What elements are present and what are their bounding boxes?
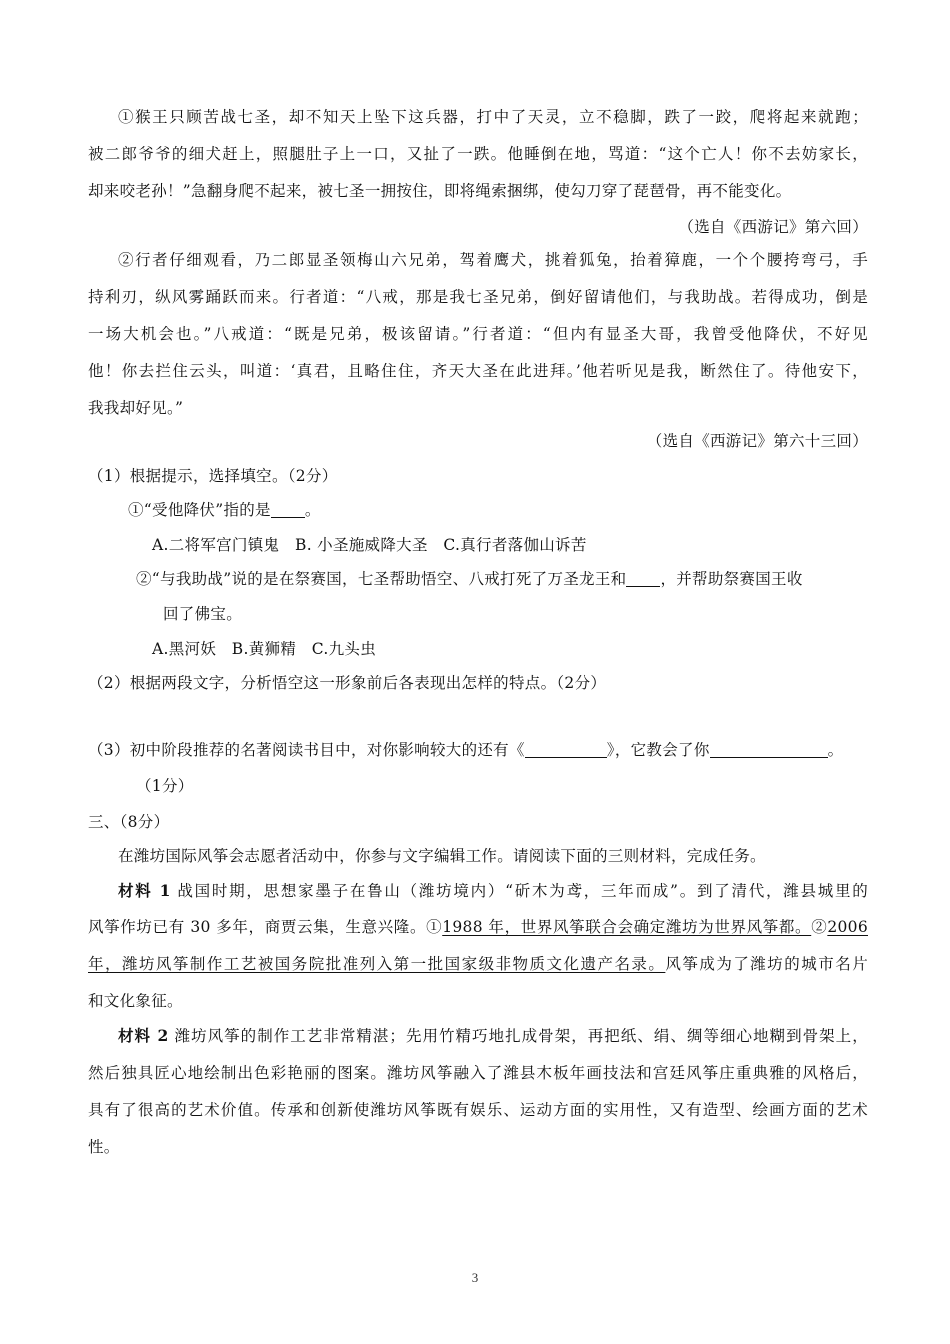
question-1b-suffix: ，并帮助祭赛国王收 bbox=[660, 570, 803, 588]
material-1-line-2 bbox=[88, 917, 868, 937]
question-3 bbox=[88, 740, 878, 760]
question-1b-options: A.黑河妖 B.黄狮精 C.九头虫 bbox=[152, 640, 377, 658]
question-1a-blank[interactable] bbox=[271, 501, 305, 518]
passage1-line-2: 被二郎爷爷的细犬赶上，照腿肚子上一口，又扯了一跌。他睡倒在地，骂道：“这个亡人！你不去妨家长， bbox=[88, 145, 868, 163]
passage2-source: （选自《西游记》第六十三回） bbox=[646, 432, 868, 450]
passage1-line-1: ①猴王只顾苦战七圣，却不知天上坠下这兵器，打中了天灵，立不稳脚，跌了一跤，爬将起来就跑； bbox=[118, 108, 868, 126]
question-1b-blank[interactable] bbox=[626, 570, 660, 587]
question-1a-prefix: ①“受他降伏”指的是 bbox=[128, 501, 271, 519]
material-2-text-1: 潍坊风筝的制作工艺非常精湛；先用竹精巧地扎成骨架，再把纸、绢、绸等细心地糊到骨架上， bbox=[174, 1027, 869, 1045]
question-1b bbox=[136, 569, 868, 589]
material-2-label: 材料 2 bbox=[118, 1026, 169, 1045]
passage2-line-2: 持利刃，纵风雾踊跃而来。行者道：“八戒，那是我七圣兄弟，倒好留请他们，与我助战。若得成功，倒是 bbox=[88, 288, 868, 306]
passage2-line-1: ②行者仔细观看，乃二郎显圣领梅山六兄弟，驾着鹰犬，挑着狐兔，抬着獐鹿，一个个腰挎弯弓，手 bbox=[118, 251, 868, 269]
material-1-sentence-2-start: 2006 bbox=[827, 918, 868, 936]
question-3-lesson-blank[interactable] bbox=[710, 741, 828, 758]
section-3-intro: 在潍坊国际风筝会志愿者活动中，你参与文字编辑工作。请阅读下面的三则材料，完成任务。 bbox=[118, 847, 766, 865]
passage1-source: （选自《西游记》第六回） bbox=[678, 218, 868, 236]
question-1a-options: A.二将军宫门镇鬼 B. 小圣施威降大圣 C.真行者落伽山诉苦 bbox=[152, 536, 587, 554]
question-2-stem: （2）根据两段文字，分析悟空这一形象前后各表现出怎样的特点。（2分） bbox=[88, 674, 607, 692]
material-1-label: 材料 1 bbox=[118, 881, 171, 900]
question-1-stem: （1）根据提示，选择填空。（2分） bbox=[88, 467, 338, 485]
question-3-prefix: （3）初中阶段推荐的名著阅读书目中，对你影响较大的还有《 bbox=[88, 741, 525, 759]
material-2-line-4: 性。 bbox=[88, 1138, 120, 1156]
passage2-line-5: 我我却好见。” bbox=[88, 399, 184, 417]
question-3-book-blank[interactable] bbox=[525, 741, 607, 758]
page-number: 3 bbox=[471, 1270, 479, 1285]
material-1-text-3: 风筝成为了潍坊的城市名片 bbox=[665, 955, 868, 973]
question-3-score: （1分） bbox=[136, 777, 194, 795]
material-1-marker-2: ② bbox=[811, 918, 828, 936]
question-1b-continuation: 回了佛宝。 bbox=[163, 605, 243, 623]
question-1a-suffix: 。 bbox=[304, 501, 321, 519]
material-1-line-1 bbox=[118, 881, 868, 901]
question-3-middle: 》，它教会了你 bbox=[606, 741, 710, 759]
material-1-text-2: 风筝作坊已有 30 多年，商贾云集，生意兴隆。① bbox=[88, 918, 443, 936]
material-2-line-1 bbox=[118, 1026, 868, 1046]
material-1-sentence-1: 1988 年，世界风筝联合会确定潍坊为世界风筝都。 bbox=[442, 918, 812, 936]
material-2-line-3: 具有了很高的艺术价值。传承和创新使潍坊风筝既有娱乐、运动方面的实用性，又有造型、绘画方面的艺术 bbox=[88, 1101, 868, 1119]
material-1-sentence-2-end: 年，潍坊风筝制作工艺被国务院批准列入第一批国家级非物质文化遗产名录。 bbox=[88, 955, 666, 973]
passage1-line-3: 却来咬老孙！”急翻身爬不起来，被七圣一拥按住，即将绳索捆绑，使勾刀穿了琵琶骨，再不能变化。 bbox=[88, 182, 792, 200]
passage2-line-4: 他！你去拦住云头，叫道：‘真君，且略住住，齐天大圣在此进拜。’他若听见是我，断然住了。待他安下， bbox=[88, 362, 868, 380]
material-1-line-3 bbox=[88, 954, 868, 974]
material-2-line-2: 然后独具匠心地绘制出色彩艳丽的图案。潍坊风筝融入了潍县木板年画技法和宫廷风筝庄重典雅的风格后， bbox=[88, 1064, 868, 1082]
passage2-line-3: 一场大机会也。”八戒道：“既是兄弟，极该留请。”行者道：“但内有显圣大哥，我曾受他降伏，不好见 bbox=[88, 325, 868, 343]
question-1b-prefix: ②“与我助战”说的是在祭赛国，七圣帮助悟空、八戒打死了万圣龙王和 bbox=[136, 570, 627, 588]
question-1a bbox=[128, 500, 828, 520]
material-1-text-1: 战国时期，思想家墨子在鲁山（潍坊境内）“斫木为鸢，三年而成”。到了清代，潍县城里的 bbox=[177, 882, 868, 900]
question-3-suffix: 。 bbox=[827, 741, 844, 759]
material-1-line-4: 和文化象征。 bbox=[88, 992, 183, 1010]
section-3-heading: 三、（8分） bbox=[88, 813, 170, 831]
